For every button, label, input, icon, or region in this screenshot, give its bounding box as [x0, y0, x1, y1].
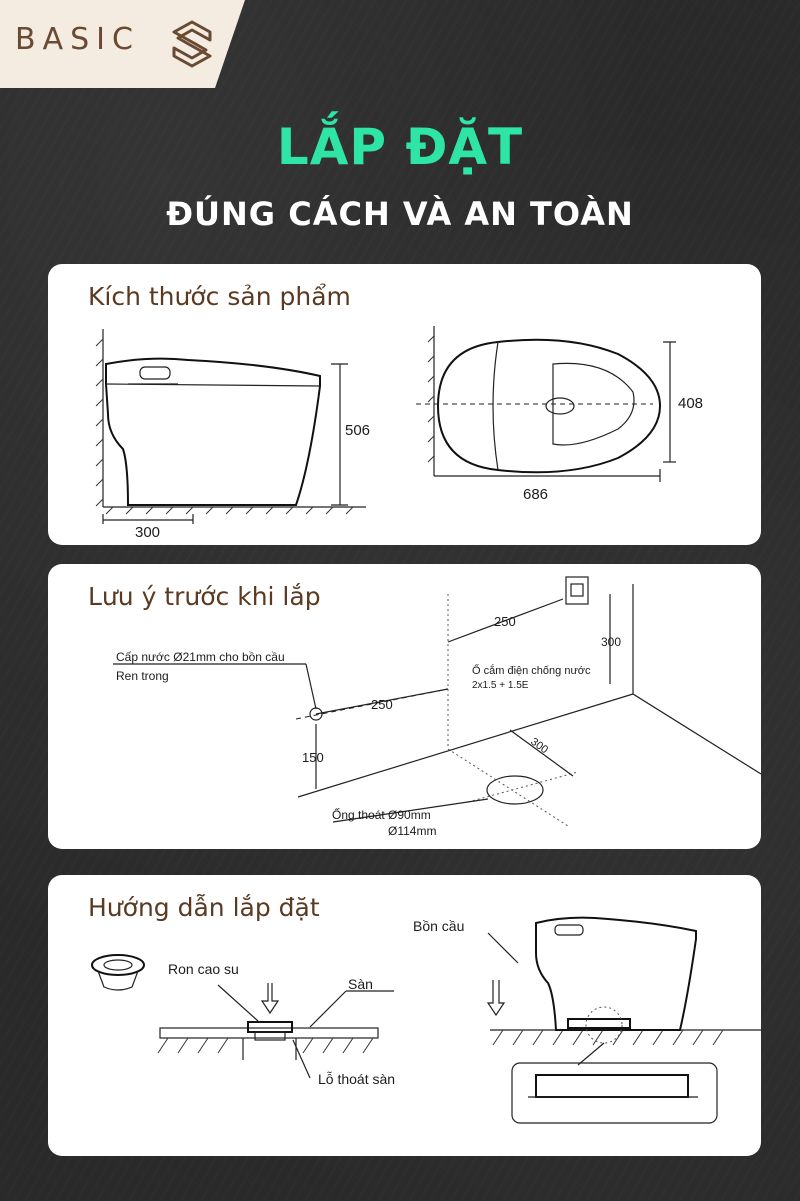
width-label: 408 [678, 395, 704, 412]
drain-pipe-label: Ống thoát Ø90mm [332, 808, 431, 822]
preparation-card [48, 564, 761, 849]
height-label: 506 [345, 422, 371, 439]
preparation-title: Lưu ý trước khi lắp [88, 582, 321, 611]
drain-hole-label: Lỗ thoát sàn [318, 1071, 396, 1087]
page-title: LẮP ĐẶT [276, 118, 524, 176]
gasket-label: Ron cao su [168, 961, 239, 977]
water-distance-label: 250 [371, 697, 393, 712]
socket-label: Ổ cắm điện chống nước [472, 665, 591, 677]
drain-outer-label: Ø114mm [388, 824, 437, 838]
length-label: 686 [523, 486, 549, 503]
toilet-label: Bồn cầu [413, 918, 465, 934]
thread-label: Ren trong [116, 669, 169, 683]
wall-distance-label: 300 [135, 524, 161, 541]
water-supply-label: Cấp nước Ø21mm cho bồn cầu [116, 650, 285, 664]
drain-offset-label: 300 [528, 735, 551, 757]
floor-label: Sàn [348, 976, 373, 992]
dimensions-card [48, 264, 761, 545]
installation-title: Hướng dẫn lắp đặt [88, 893, 320, 922]
water-height-label: 150 [302, 750, 324, 765]
brand-name: BASIC [15, 22, 140, 57]
socket-spec-label: 2x1.5 + 1.5E [472, 680, 529, 691]
installation-card [48, 875, 761, 1156]
page-subtitle: ĐÚNG CÁCH VÀ AN TOÀN [166, 195, 634, 233]
brand-s-icon [170, 20, 214, 68]
socket-distance-label: 250 [494, 614, 516, 629]
socket-height-label: 300 [601, 635, 622, 649]
dimensions-title: Kích thước sản phẩm [88, 282, 351, 311]
